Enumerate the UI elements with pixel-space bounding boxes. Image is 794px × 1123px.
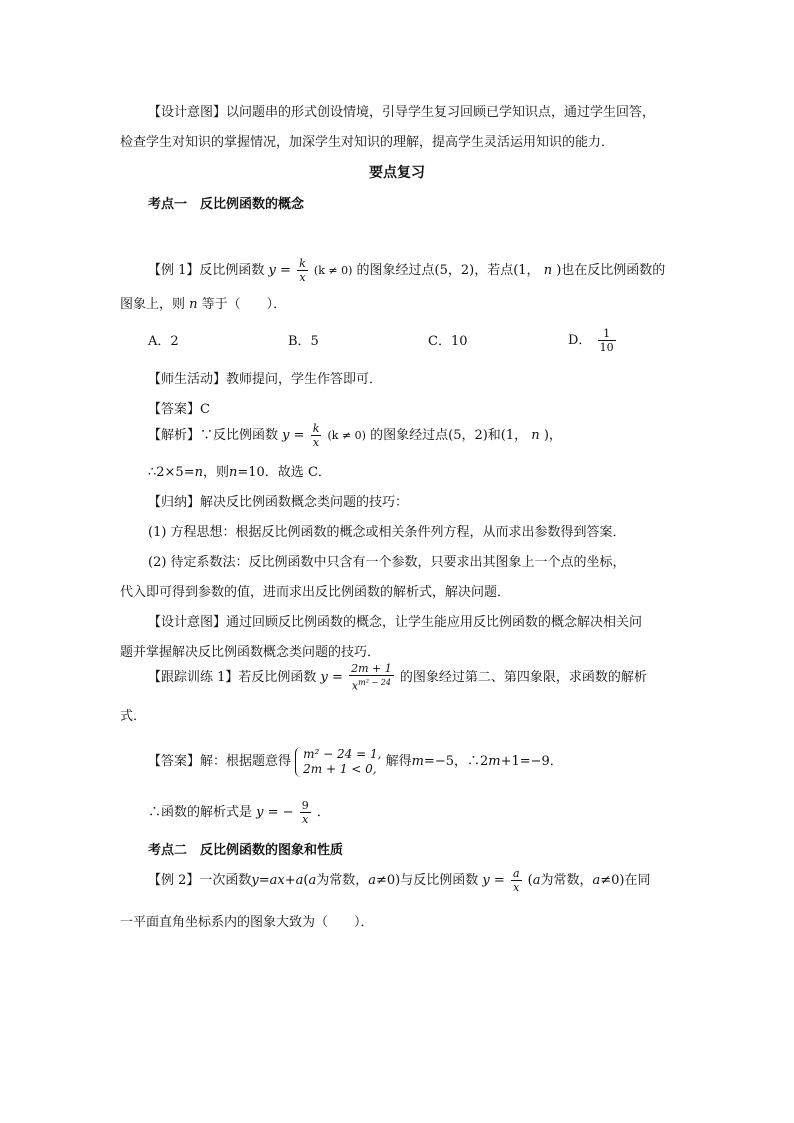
example1-eq: = [280,263,291,278]
therefore-b: ，则 [202,465,229,480]
option-c: C．10 [428,334,468,349]
therefore-line [148,464,331,482]
training-eq: = [332,670,343,685]
example2-f: 为常数， [540,873,593,888]
summary-item-1: (1) 方程思想：根据反比例函数的概念或相关条件列方程，从而求出参数得到答案． [148,525,626,540]
training-den [349,676,394,693]
analysis-n: n [531,428,540,443]
training-line-1 [148,662,647,694]
analysis-eq: = [293,428,305,443]
option-b: B．5 [288,334,319,349]
training-answer-b: 解得 [385,754,412,769]
training-result-den: x [302,813,309,826]
training-fraction [349,662,394,693]
example2-a4: a [592,873,601,888]
point1-heading: 考点一 反比例函数的概念 [148,197,305,212]
system-row-1: m² − 24 = 1, [303,746,382,761]
example2-eq: = [493,873,505,888]
equation-system [295,747,381,777]
example2-y: y [482,873,490,888]
option-d-label: D． [568,333,592,348]
example2-a1: a [308,873,317,888]
option-a: A．2 [148,334,179,349]
training-den-exp: m² − 24 [358,678,391,688]
example2-line-1 [148,866,651,896]
section-title: 要点复习 [369,165,425,181]
teacher-student-activity: 【师生活动】教师提问，学生作答即可． [148,372,383,387]
analysis-cond: (k ≠ 0) [327,429,366,442]
training-a: 【跟踪训练 1】若反比例函数 [148,670,317,685]
option-d [568,326,618,356]
example1-cond: (k ≠ 0) [313,264,353,277]
training-result-fraction [300,799,311,826]
training-answer-m1: m [411,754,424,769]
example2-line-2: 一平面直角坐标系内的图象大致为（ ）． [120,915,374,930]
design-intent-2b: 题并掌握解决反比例函数概念类问题的技巧． [120,645,381,660]
analysis-den: x [312,436,320,449]
summary-item-2b: 代入即可得到参数的值，进而求出反比例函数的解析式，解决问题． [120,585,511,600]
analysis-a: 【解析】∵反比例函数 [148,428,279,443]
example2-a: 【例 2】一次函数 [148,873,252,888]
training-result-eq: = − [267,805,294,820]
training-result-end: ． [316,805,330,820]
analysis-b: 的图象经过点(5，2)和(1， [370,428,528,443]
training-answer-line [148,742,563,782]
training-result-y: y [256,805,264,820]
answer-1: 【答案】C [148,402,210,417]
example2-den: x [513,881,520,894]
example2-a3: a [532,873,541,888]
example2-b: ( [303,873,309,888]
option-d-den: 10 [599,341,614,354]
summary-title: 【归纳】解决反比例函数概念类问题的技巧： [148,495,409,510]
example2-c: 为常数， [316,873,369,888]
example1-frac-num: k [299,257,306,270]
example1-line2-n: n [189,297,198,312]
example1-line-2 [120,296,286,314]
example1-line2-b: 等于（ ）． [201,297,287,312]
training-answer-d: +1=−9． [500,754,563,769]
example2-fraction [511,867,522,894]
system-row-2: 2m + 1 < 0, [303,761,377,776]
example2-expr: y=ax+a [251,873,304,888]
example1-n: n [543,263,553,278]
analysis-line [148,421,562,451]
example1-fraction [297,257,308,284]
training-den-base: x [351,679,359,693]
training-b: 的图象经过第二、第四象限，求函数的解析 [399,670,647,685]
training-result-num: 9 [301,799,309,812]
option-d-num: 1 [598,327,616,341]
design-intent-line-1: 【设计意图】以问题串的形式创设情境，引导学生复习回顾已学知识点，通过学生回答， [148,105,656,120]
example2-d: ≠0)与反比例函数 [376,873,479,888]
example1-line-1 [148,256,665,286]
analysis-y: y [282,428,290,443]
training-answer-m2: m [488,754,501,769]
therefore-c: =10．故选 C． [237,465,331,480]
analysis-num: k [312,422,320,435]
example1-text-b: 的图象经过点(5，2)，若点(1， [356,263,540,278]
training-answer-a: 【答案】解：根据题意得 [148,754,292,769]
example1-line2-a: 图象上，则 [120,297,186,312]
example2-a2: a [368,873,376,888]
example1-frac-den: x [299,271,306,284]
therefore-n2: n [229,465,238,480]
example2-g: ≠0)在同 [600,873,651,888]
analysis-c: )， [543,428,562,443]
training-result-line [148,798,330,828]
example1-text-c: )也在反比例函数的 [556,263,666,278]
summary-item-2a: (2) 待定系数法：反比例函数中只含有一个参数，只要求出其图象上一个点的坐标， [148,555,626,570]
option-d-fraction [598,327,616,354]
training-line-2: 式． [120,709,147,724]
training-answer-c: =−5，∴2 [423,754,489,769]
example2-e: ( [527,873,533,888]
point2-heading: 考点二 反比例函数的图象和性质 [148,843,344,858]
therefore-n1: n [194,465,203,480]
example1-y: y [268,263,276,278]
training-num: 2m + 1 [351,662,392,676]
therefore-a: ∴2×5= [148,465,195,480]
training-y: y [320,670,328,685]
system-brace [295,747,302,777]
design-intent-line-2: 检查学生对知识的掌握情况，加深学生对知识的理解，提高学生灵活运用知识的能力． [120,135,615,150]
training-result-a: ∴函数的解析式是 [148,805,253,820]
analysis-fraction [311,422,322,449]
example2-num: a [512,867,520,880]
example1-intro: 【例 1】反比例函数 [148,263,265,278]
design-intent-2a: 【设计意图】通过回顾反比例函数的概念，让学生能应用反比例函数的概念解决相关问 [148,615,643,630]
